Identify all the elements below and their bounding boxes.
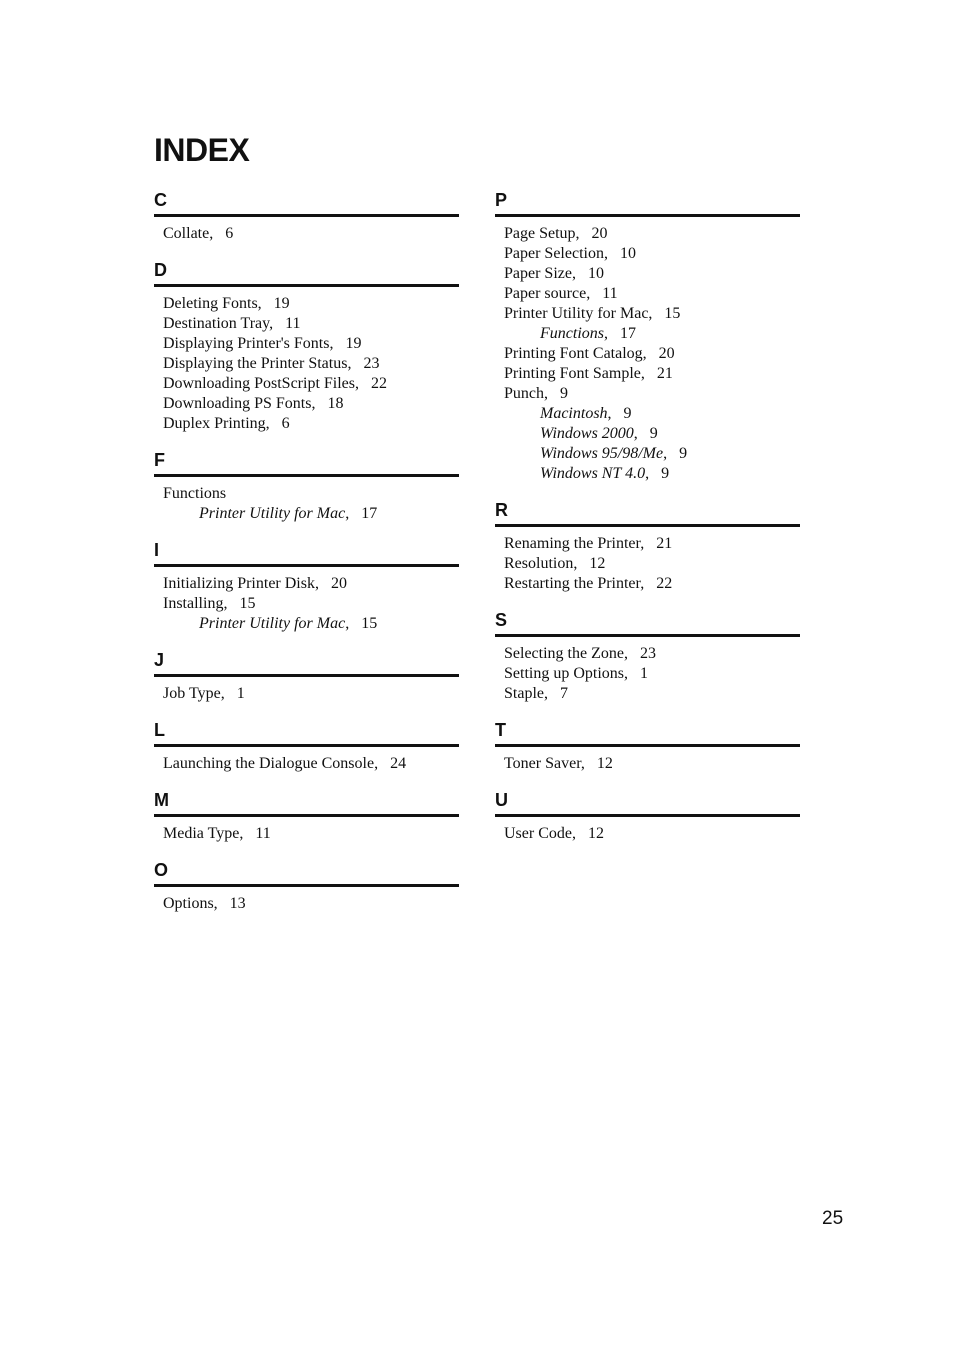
index-section-t: [495, 718, 800, 774]
entry-page-number: 21: [656, 535, 673, 552]
entry-term: Macintosh: [540, 405, 608, 422]
section-letter-heading: C: [154, 188, 459, 217]
entry-term: Windows 95/98/Me: [540, 445, 664, 462]
entry-term: Displaying Printer's Fonts: [163, 335, 330, 352]
index-entry: Renaming the Printer, 21: [504, 535, 673, 552]
entry-term: Punch: [504, 385, 544, 402]
index-entry: Restarting the Printer, 22: [504, 575, 673, 592]
entry-term: Windows 2000: [540, 425, 634, 442]
index-subentry: Macintosh, 9: [540, 405, 632, 422]
entry-page-number: 10: [587, 265, 604, 282]
index-section-s: [495, 608, 800, 704]
entry-term: Printing Font Catalog: [504, 345, 643, 362]
entry-term: Media Type: [163, 825, 240, 842]
section-entries: [154, 567, 459, 634]
entry-term: Displaying the Printer Status: [163, 355, 348, 372]
entry-page-number: 13: [229, 895, 246, 912]
index-entry: Paper Size, 10: [504, 265, 604, 282]
index-entry: User Code, 12: [504, 825, 604, 842]
index-entry: Downloading PS Fonts, 18: [163, 395, 344, 412]
entry-term: Functions: [540, 325, 604, 342]
entry-page-number: 23: [363, 355, 380, 372]
entry-page-number: 23: [639, 645, 656, 662]
index-entry: Destination Tray, 11: [163, 315, 301, 332]
section-letter-heading: U: [495, 788, 800, 817]
section-letter-heading: I: [154, 538, 459, 567]
section-entries: [495, 217, 800, 484]
entry-term: Collate: [163, 225, 210, 242]
section-letter-heading: M: [154, 788, 459, 817]
section-letter-heading: R: [495, 498, 800, 527]
index-entry: Initializing Printer Disk, 20: [163, 575, 347, 592]
index-section-l: [154, 718, 459, 774]
index-column-right: [495, 188, 800, 858]
entry-term: Functions: [163, 485, 227, 502]
section-entries: [495, 637, 800, 704]
entry-page-number: 6: [281, 415, 290, 432]
index-section-j: [154, 648, 459, 704]
entry-page-number: 12: [589, 555, 606, 572]
index-entry: Printer Utility for Mac, 15: [504, 305, 681, 322]
entry-page-number: 9: [649, 425, 658, 442]
entry-page-number: 15: [239, 595, 256, 612]
section-letter-heading: D: [154, 258, 459, 287]
index-section-p: [495, 188, 800, 484]
entry-page-number: 17: [361, 505, 378, 522]
entry-term: Initializing Printer Disk: [163, 575, 315, 592]
entry-page-number: 11: [255, 825, 271, 842]
index-section-f: [154, 448, 459, 524]
index-section-o: [154, 858, 459, 914]
section-letter-heading: S: [495, 608, 800, 637]
index-entry: Punch, 9: [504, 385, 568, 402]
index-entry: Options, 13: [163, 895, 246, 912]
index-subentry: Printer Utility for Mac, 15: [199, 615, 378, 632]
index-entry: Paper source, 11: [504, 285, 618, 302]
entry-page-number: 20: [330, 575, 347, 592]
entry-term: Staple: [504, 685, 544, 702]
index-entry: Launching the Dialogue Console, 24: [163, 755, 407, 772]
entry-term: Installing: [163, 595, 224, 612]
index-section-d: [154, 258, 459, 434]
section-letter-heading: O: [154, 858, 459, 887]
entry-page-number: 17: [620, 325, 636, 342]
entry-term: Downloading PS Fonts: [163, 395, 312, 412]
index-entry: Displaying Printer's Fonts, 19: [163, 335, 362, 352]
entry-term: Toner Saver: [504, 755, 581, 772]
index-subentry: Windows 95/98/Me, 9: [540, 445, 688, 462]
entry-term: Printing Font Sample: [504, 365, 641, 382]
page-title: INDEX: [154, 132, 250, 168]
entry-term: Page Setup: [504, 225, 576, 242]
index-entry: Printing Font Sample, 21: [504, 365, 673, 382]
entry-page-number: 22: [656, 575, 673, 592]
entry-page-number: 12: [596, 755, 613, 772]
entry-term: Deleting Fonts: [163, 295, 258, 312]
entry-term: Destination Tray: [163, 315, 270, 332]
entry-term: Printer Utility for Mac: [199, 615, 346, 632]
index-entry: Setting up Options, 1: [504, 665, 649, 682]
index-subentry: Windows NT 4.0, 9: [540, 465, 670, 482]
entry-page-number: 24: [390, 755, 407, 772]
entry-page-number: 6: [225, 225, 234, 242]
entry-page-number: 15: [361, 615, 378, 632]
section-letter-heading: P: [495, 188, 800, 217]
entry-page-number: 9: [560, 385, 568, 402]
index-entry: Toner Saver, 12: [504, 755, 613, 772]
index-entry: Selecting the Zone, 23: [504, 645, 656, 662]
index-entry: Displaying the Printer Status, 23: [163, 355, 380, 372]
section-entries: [154, 287, 459, 434]
entry-term: Selecting the Zone: [504, 645, 624, 662]
entry-page-number: 20: [591, 225, 608, 242]
entry-page-number: 1: [236, 685, 245, 702]
index-entry: Duplex Printing, 6: [163, 415, 290, 432]
entry-term: Resolution: [504, 555, 574, 572]
section-letter-heading: T: [495, 718, 800, 747]
index-entry: Downloading PostScript Files, 22: [163, 375, 388, 392]
index-subentry: Printer Utility for Mac, 17: [199, 505, 378, 522]
index-entry: Installing, 15: [163, 595, 256, 612]
section-entries: [495, 747, 800, 774]
section-entries: [154, 477, 459, 524]
entry-page-number: 9: [661, 465, 670, 482]
section-letter-heading: L: [154, 718, 459, 747]
entry-page-number: 7: [560, 685, 568, 702]
entry-term: Renaming the Printer: [504, 535, 641, 552]
section-entries: [154, 217, 459, 244]
section-entries: [495, 527, 800, 594]
entry-page-number: 18: [327, 395, 344, 412]
entry-page-number: 1: [640, 665, 649, 682]
index-entry: Resolution, 12: [504, 555, 606, 572]
entry-page-number: 9: [623, 405, 632, 422]
entry-term: Printer Utility for Mac: [199, 505, 346, 522]
section-entries: [154, 887, 459, 914]
section-entries: [495, 817, 800, 844]
entry-page-number: 10: [619, 245, 636, 262]
entry-term: Launching the Dialogue Console: [163, 755, 375, 772]
entry-page-number: 19: [345, 335, 362, 352]
entry-term: Paper Selection: [504, 245, 604, 262]
page-number: 25: [822, 1208, 844, 1229]
index-entry: Job Type, 1: [163, 685, 245, 702]
index-entry: Deleting Fonts, 19: [163, 295, 290, 312]
index-section-m: [154, 788, 459, 844]
section-letter-heading: F: [154, 448, 459, 477]
section-entries: [154, 677, 459, 704]
entry-term: Options: [163, 895, 214, 912]
index-column-left: [154, 188, 459, 928]
section-letter-heading: J: [154, 648, 459, 677]
index-entry: [154, 484, 459, 504]
index-entry: Paper Selection, 10: [504, 245, 636, 262]
entry-term: Setting up Options: [504, 665, 625, 682]
index-section-u: [495, 788, 800, 844]
entry-term: Printer Utility for Mac: [504, 305, 649, 322]
index-subentry: Functions, 17: [540, 325, 636, 342]
entry-term: Duplex Printing: [163, 415, 266, 432]
entry-page-number: 19: [273, 295, 290, 312]
entry-term: Job Type: [163, 685, 221, 702]
entry-term: User Code: [504, 825, 572, 842]
entry-page-number: 12: [587, 825, 604, 842]
index-entry: Collate, 6: [163, 225, 234, 242]
entry-term: Restarting the Printer: [504, 575, 641, 592]
entry-page-number: 15: [664, 305, 681, 322]
index-section-r: [495, 498, 800, 594]
entry-term: Windows NT 4.0: [540, 465, 646, 482]
index-subentry: Windows 2000, 9: [540, 425, 658, 442]
entry-page-number: 21: [656, 365, 673, 382]
index-entry: Printing Font Catalog, 20: [504, 345, 675, 362]
section-entries: [154, 817, 459, 844]
entry-page-number: 9: [679, 445, 688, 462]
index-section-c: [154, 188, 459, 244]
section-entries: [154, 747, 459, 774]
index-section-i: [154, 538, 459, 634]
entry-page-number: 11: [285, 315, 301, 332]
index-entry: Staple, 7: [504, 685, 568, 702]
index-entry: Page Setup, 20: [504, 225, 608, 242]
entry-term: Paper source: [504, 285, 587, 302]
entry-page-number: 20: [658, 345, 675, 362]
entry-term: Paper Size: [504, 265, 572, 282]
entry-page-number: 22: [371, 375, 388, 392]
entry-page-number: 11: [602, 285, 618, 302]
entry-term: Downloading PostScript Files: [163, 375, 356, 392]
index-entry: Media Type, 11: [163, 825, 271, 842]
